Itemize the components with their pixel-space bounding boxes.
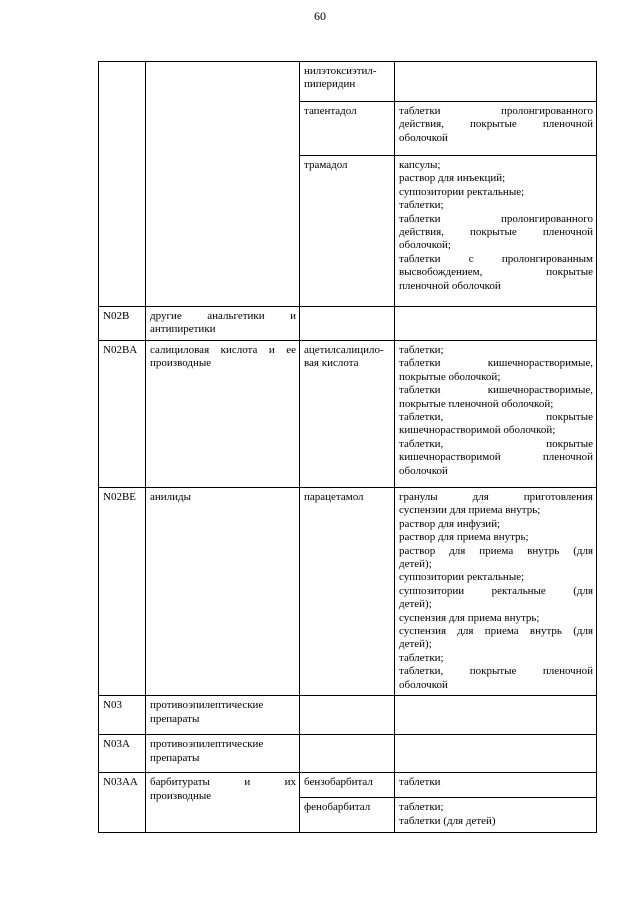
drug-name-cell: ацетилсалицило- вая кислота xyxy=(300,341,395,488)
group-name-cell: анилиды xyxy=(146,488,300,696)
dosage-form-line: таблетки кишечнорастворимые, xyxy=(399,384,593,397)
dosage-forms-cell xyxy=(395,798,597,833)
dosage-forms-cell xyxy=(395,696,597,735)
dosage-form-line: оболочкой xyxy=(399,678,448,691)
dosage-form-line: высвобождением, покрытые xyxy=(399,266,593,279)
dosage-form-line: суппозитории ректальные; xyxy=(399,185,525,198)
atc-code-cell xyxy=(99,62,146,307)
page-number: 60 xyxy=(314,9,326,23)
dosage-form-line: суспензии для приема внутрь; xyxy=(399,504,541,517)
dosage-form-line: таблетки с пролонгированным xyxy=(399,252,593,265)
drug-name-cell: трамадол xyxy=(300,156,395,307)
dosage-form-line: покрытые оболочкой; xyxy=(399,370,501,383)
dosage-forms-cell xyxy=(395,488,597,696)
dosage-form-line: действия, покрытые пленочной xyxy=(399,118,593,131)
dosage-forms-cell xyxy=(395,341,597,488)
group-name-cell: салициловая кислота и ее производные xyxy=(146,341,300,488)
drug-name-cell xyxy=(300,696,395,735)
atc-code-cell: N02BE xyxy=(99,488,146,696)
dosage-form-line: таблетки пролонгированного xyxy=(399,212,593,225)
dosage-form-line: оболочкой; xyxy=(399,239,451,252)
dosage-forms-cell xyxy=(395,62,597,102)
atc-code-cell: N02B xyxy=(99,307,146,341)
dosage-form-line: раствор для приема внутрь (для xyxy=(399,544,593,557)
dosage-form-line: гранулы для приготовления xyxy=(399,491,593,503)
dosage-form-line: таблетки, покрытые пленочной xyxy=(399,665,593,678)
atc-code-cell: N02BA xyxy=(99,341,146,488)
atc-code-cell: N03A xyxy=(99,735,146,773)
dosage-form-line: капсулы; xyxy=(399,159,441,171)
drug-name-cell: парацетамол xyxy=(300,488,395,696)
dosage-forms-cell xyxy=(395,773,597,798)
group-name-cell xyxy=(146,62,300,307)
dosage-form-line: суспензия для приема внутрь; xyxy=(399,611,540,624)
dosage-form-line: таблетки пролонгированного xyxy=(399,105,593,117)
dosage-form-line: таблетки, покрытые xyxy=(399,437,593,450)
dosage-form-line: таблетки; xyxy=(399,651,444,664)
dosage-form-line: таблетки кишечнорастворимые, xyxy=(399,357,593,370)
dosage-form-line: детей); xyxy=(399,558,432,571)
drug-name-cell: фенобарбитал xyxy=(300,798,395,833)
drug-name-cell: тапентадол xyxy=(300,102,395,156)
group-name-cell: противоэпилептические препараты xyxy=(146,696,300,735)
dosage-form-line: суппозитории ректальные (для xyxy=(399,584,593,597)
drug-name-cell: бензобарбитал xyxy=(300,773,395,798)
drug-table xyxy=(98,61,597,833)
drug-name-cell xyxy=(300,307,395,341)
dosage-form-line: таблетки, покрытые xyxy=(399,411,593,424)
drug-name-cell: нилэтоксиэтил- пиперидин xyxy=(300,62,395,102)
drug-name-cell xyxy=(300,735,395,773)
table-row xyxy=(99,773,597,798)
dosage-form-line: таблетки; xyxy=(399,199,444,212)
group-name-cell: противоэпилептические препараты xyxy=(146,735,300,773)
dosage-form-line: суппозитории ректальные; xyxy=(399,571,525,584)
group-name-cell: другие анальгетики и антипиретики xyxy=(146,307,300,341)
dosage-form-line: суспензия для приема внутрь (для xyxy=(399,625,593,638)
dosage-form-line: оболочкой xyxy=(399,131,448,144)
dosage-forms-cell xyxy=(395,102,597,156)
table-row xyxy=(99,735,597,773)
atc-code-cell: N03 xyxy=(99,696,146,735)
table-row xyxy=(99,488,597,696)
dosage-form-line: таблетки; xyxy=(399,801,444,814)
dosage-form-line: таблетки (для детей) xyxy=(399,814,496,827)
table-row xyxy=(99,62,597,102)
dosage-form-line: покрытые пленочной оболочкой; xyxy=(399,397,554,410)
dosage-form-line: раствор для приема внутрь; xyxy=(399,531,529,544)
table-row xyxy=(99,696,597,735)
dosage-form-line: таблетки; xyxy=(399,344,444,356)
dosage-form-line: раствор для инфузий; xyxy=(399,517,501,530)
dosage-forms-cell xyxy=(395,307,597,341)
dosage-form-line: пленочной оболочкой xyxy=(399,279,501,292)
dosage-form-line: детей); xyxy=(399,638,432,651)
dosage-form-line: оболочкой xyxy=(399,464,448,477)
group-name-cell: барбитураты и их производные xyxy=(146,773,300,833)
dosage-form-line: детей); xyxy=(399,598,432,611)
table-row xyxy=(99,307,597,341)
dosage-form-line: кишечнорастворимой оболочкой; xyxy=(399,424,556,437)
dosage-form-line: кишечнорастворимой пленочной xyxy=(399,451,593,464)
dosage-form-line: раствор для инъекций; xyxy=(399,172,506,185)
dosage-forms-cell xyxy=(395,735,597,773)
dosage-form-line: таблетки xyxy=(399,776,441,789)
dosage-form-line: действия, покрытые пленочной xyxy=(399,226,593,239)
dosage-forms-cell xyxy=(395,156,597,307)
table-row xyxy=(99,341,597,488)
atc-code-cell: N03AA xyxy=(99,773,146,833)
